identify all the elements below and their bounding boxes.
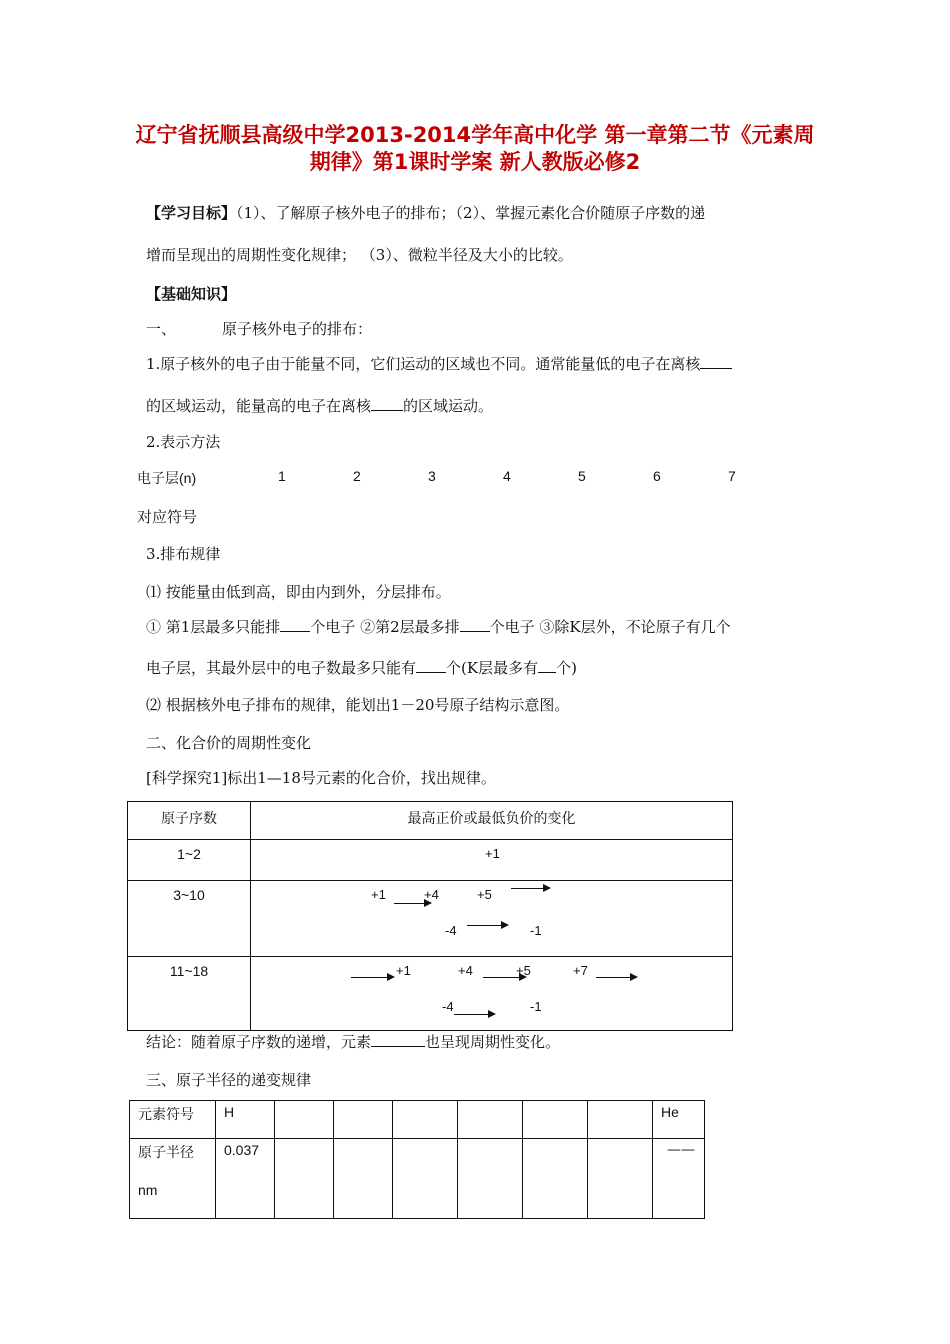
rule-2-line2 [146,657,577,678]
shell-label: 电子层(n) [137,470,197,486]
val-11-18-plus4: +4 [458,963,473,978]
val-3-10-plus4: +4 [424,887,439,902]
section2-title: 二、化合价的周期性变化 [146,734,312,752]
symbol-label: 对应符号 [137,508,198,526]
row-range-1: 1~2 [128,840,251,881]
blank-conclusion [371,1032,425,1047]
val-3-10-plus5: +5 [477,887,492,902]
shell-6: 6 [653,468,661,484]
val-11-18-minus4: -4 [442,999,454,1014]
shell-4: 4 [503,468,511,484]
valence-table [127,801,733,1031]
val-11-18-plus1: +1 [396,963,411,978]
rule2-b: 个电子 ②第2层最多排 [310,618,460,636]
val-11-18-plus7: +7 [573,963,588,978]
p1-text: 1.原子核外的电子由于能量不同，它们运动的区域也不同。通常能量低的电子在离核 [146,355,701,373]
rule2-c: 个电子 ③除K层外，不论原子有几个 [489,618,731,636]
rule2-d: 电子层，其最外层中的电子数最多只能有 [146,659,417,677]
rule-3: ⑵ 根据核外电子排布的规律，能划出1－20号原子结构示意图。 [146,696,570,714]
blank-k-max [538,658,556,673]
rule-1: ⑴ 按能量由低到高，即由内到外，分层排布。 [146,583,451,601]
section1-title: 原子核外电子的排布： [222,320,373,338]
conclusion-b: 也呈现周期性变化。 [425,1033,561,1051]
arrow-icon [394,903,430,904]
shell-1: 1 [278,468,286,484]
section1-heading [146,318,372,339]
cell-empty [523,1101,588,1139]
rule2-f: 个) [556,659,577,677]
radius-table [129,1100,705,1219]
arrow-icon [467,925,507,926]
cell-empty [588,1139,653,1219]
shell-5: 5 [578,468,586,484]
row-values-3 [251,957,733,1031]
cell-empty [275,1139,334,1219]
blank-far [371,396,403,411]
cell-h-radius: 0.037 [216,1139,275,1219]
shell-2: 2 [353,468,361,484]
shell-3: 3 [428,468,436,484]
cell-h: H [216,1101,275,1139]
label-element-symbol: 元素符号 [130,1101,216,1139]
cell-empty [334,1139,393,1219]
cell-empty [275,1101,334,1139]
blank-outer [416,658,446,673]
header-atomic-number: 原子序数 [128,802,251,840]
conclusion-a: 结论：随着原子序数的递增，元素 [146,1033,372,1051]
val-3-10-plus1: +1 [371,887,386,902]
cell-empty [393,1139,458,1219]
cell-he-radius: —— [653,1139,705,1219]
cell-he: He [653,1101,705,1139]
blank-near [700,354,732,369]
paragraph1-line2 [146,395,493,416]
val-11-18-plus5: +5 [516,963,531,978]
arrow-icon [511,888,549,889]
rule2-e: 个(K层最多有 [446,659,539,677]
val-11-18-minus1: -1 [530,999,542,1014]
objectives-label: 【学习目标】 [146,204,237,222]
cell-empty [523,1139,588,1219]
cell-empty [458,1101,523,1139]
objectives-line1 [146,202,705,223]
objectives-line2: 增而呈现出的周期性变化规律； （3）、微粒半径及大小的比较。 [146,246,573,264]
arrow-icon [454,1014,494,1015]
row-range-2: 3~10 [128,881,251,957]
cell-empty [393,1101,458,1139]
val-3-10-minus1: -1 [530,923,542,938]
shell-7: 7 [728,468,736,484]
header-valence-change: 最高正价或最低负价的变化 [251,802,733,840]
blank-l-layer [460,617,490,632]
science-explore: [科学探究1]标出1—18号元素的化合价，找出规律。 [146,769,496,787]
paragraph1-line1 [146,353,732,374]
conclusion [146,1031,560,1052]
blank-k-layer [280,617,310,632]
rules-heading: 3.排布规律 [146,545,221,563]
cell-empty [588,1101,653,1139]
objectives-text1: （1）、了解原子核外电子的排布；（2）、掌握元素化合价随原子序数的递 [236,204,706,222]
rule2-a: ① 第1层最多只能排 [146,618,281,636]
document-title: 辽宁省抚顺县高级中学2013-2014学年高中化学 第一章第二节《元素周期律》第1课时学案 新人教版必修2 [135,123,815,174]
arrow-icon [351,977,393,978]
cell-empty [458,1139,523,1219]
row-values-2 [251,881,733,957]
method-heading: 2.表示方法 [146,433,221,451]
rule-2-line1 [146,616,731,637]
arrow-icon [596,977,636,978]
label-atomic-radius: 原子半径 nm [130,1139,216,1219]
section3-title: 三、原子半径的递变规律 [146,1071,312,1089]
p1-text2b: 的区域运动。 [403,397,494,415]
value-plus1: +1 [485,846,500,861]
basics-label: 【基础知识】 [146,285,237,303]
row-range-3: 11~18 [128,957,251,1031]
section1-num: 一、 [146,320,177,338]
cell-empty [334,1101,393,1139]
val-3-10-minus4: -4 [445,923,457,938]
p1-text2a: 的区域运动，能量高的电子在离核 [146,397,372,415]
row-values-1 [251,840,733,881]
